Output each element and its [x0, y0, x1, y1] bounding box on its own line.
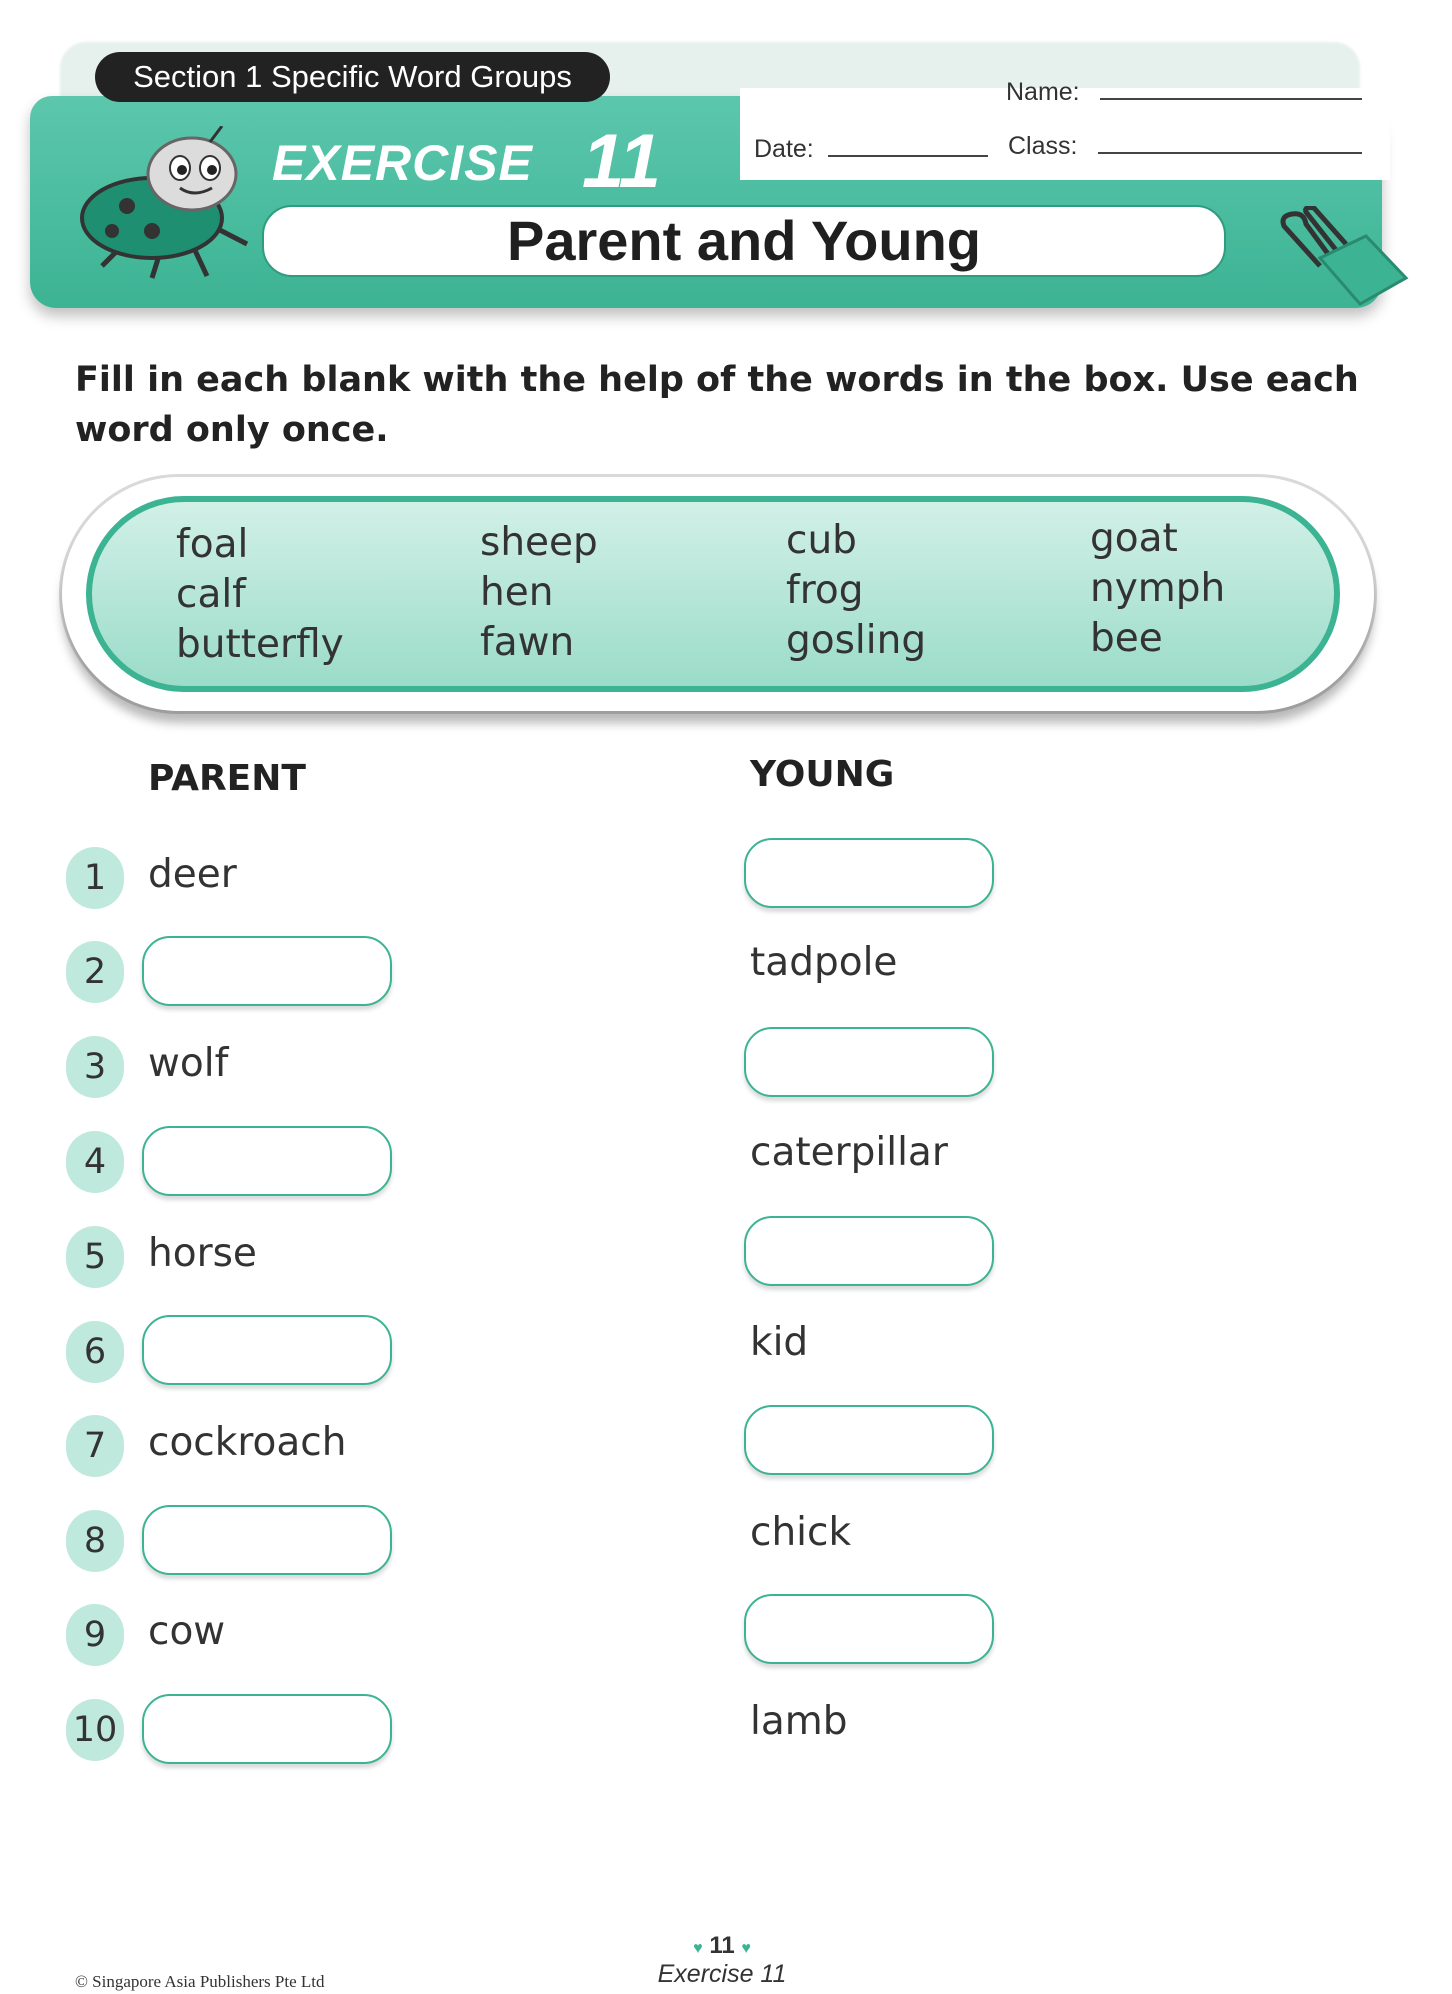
binder-clip-icon	[1276, 206, 1416, 326]
instructions: Fill in each blank with the help of the words in the box. Use each word only once.	[75, 360, 1359, 450]
parent-word: deer	[148, 852, 237, 897]
heart-icon: ♥	[693, 1940, 703, 1957]
name-label: Name:	[1006, 78, 1080, 106]
item-number: 8	[66, 1510, 124, 1572]
ladybug-mascot-icon	[72, 126, 272, 286]
date-label: Date:	[754, 135, 814, 163]
parent-answer-box[interactable]	[142, 1505, 392, 1575]
item-number: 4	[66, 1131, 124, 1193]
parent-word: horse	[148, 1231, 257, 1276]
young-answer-box[interactable]	[744, 838, 994, 908]
section-label: Section 1 Specific Word Groups	[95, 52, 610, 102]
word-box-word: fawn	[480, 620, 575, 665]
class-label: Class:	[1008, 132, 1078, 160]
exercise-number: 11	[582, 119, 661, 204]
copyright-notice: © Singapore Asia Publishers Pte Ltd	[75, 1972, 325, 1991]
name-field[interactable]	[1100, 98, 1362, 100]
date-field[interactable]	[828, 155, 988, 157]
word-box-word: sheep	[480, 520, 598, 565]
young-answer-box[interactable]	[744, 1405, 994, 1475]
parent-answer-box[interactable]	[142, 1694, 392, 1764]
item-number: 7	[66, 1415, 124, 1477]
young-word: chick	[750, 1510, 852, 1555]
young-answer-box[interactable]	[744, 1027, 994, 1097]
word-box-word: frog	[786, 568, 864, 613]
item-number: 6	[66, 1321, 124, 1383]
heart-icon: ♥	[741, 1940, 751, 1957]
young-word: tadpole	[750, 940, 898, 985]
word-box-word: butterfly	[176, 622, 344, 667]
item-number: 2	[66, 941, 124, 1003]
young-answer-box[interactable]	[744, 1594, 994, 1664]
word-box-word: cub	[786, 518, 857, 563]
item-number: 3	[66, 1036, 124, 1098]
item-number: 9	[66, 1604, 124, 1666]
page-number-text: 11	[709, 1932, 735, 1959]
page-title: Parent and Young	[262, 205, 1226, 277]
page-number	[662, 1932, 782, 1960]
young-word: caterpillar	[750, 1130, 948, 1175]
word-box-word: calf	[176, 572, 246, 617]
word-box-word: nymph	[1090, 566, 1226, 611]
young-word: lamb	[750, 1699, 848, 1744]
item-number: 1	[66, 847, 124, 909]
word-box-word: gosling	[786, 618, 927, 663]
young-column-heading: YOUNG	[750, 754, 895, 795]
young-answer-box[interactable]	[744, 1216, 994, 1286]
parent-word: wolf	[148, 1041, 229, 1086]
item-number: 10	[66, 1699, 124, 1761]
exercise-label: EXERCISE	[272, 135, 533, 191]
word-box-word: hen	[480, 570, 554, 615]
parent-answer-box[interactable]	[142, 1126, 392, 1196]
parent-column-heading: PARENT	[148, 758, 306, 799]
word-box-word: goat	[1090, 516, 1178, 561]
item-number: 5	[66, 1226, 124, 1288]
class-field[interactable]	[1098, 152, 1362, 154]
parent-answer-box[interactable]	[142, 936, 392, 1006]
parent-answer-box[interactable]	[142, 1315, 392, 1385]
page-label: Exercise 11	[657, 1960, 787, 1988]
parent-word: cockroach	[148, 1420, 347, 1465]
word-box-word: bee	[1090, 616, 1163, 661]
parent-word: cow	[148, 1609, 226, 1654]
word-box-word: foal	[176, 522, 249, 567]
young-word: kid	[750, 1320, 809, 1365]
